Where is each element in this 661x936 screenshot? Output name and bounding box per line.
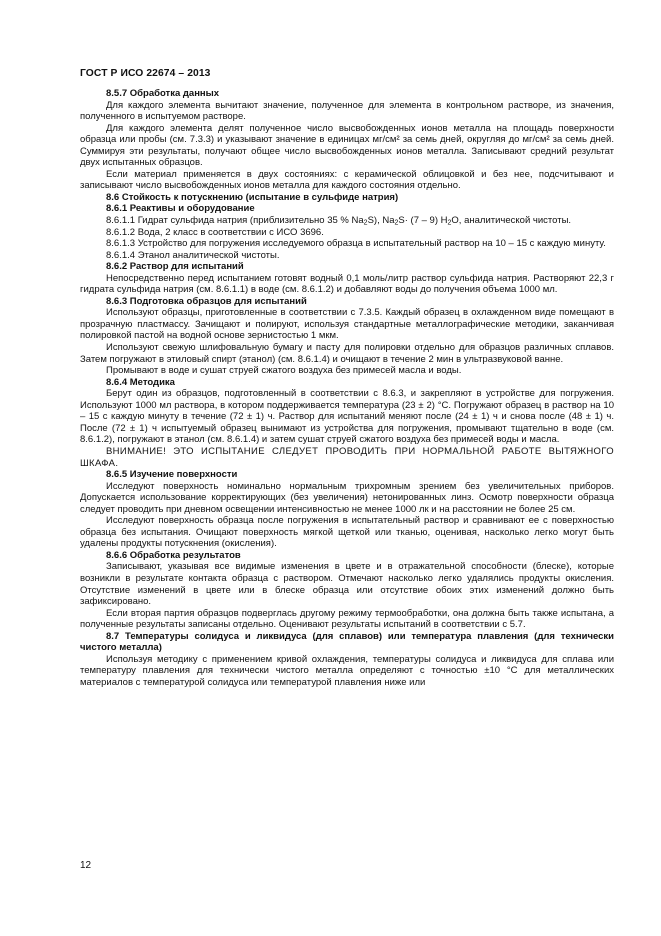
body-paragraph: Непосредственно перед испытанием готовят водный 0,1 моль/литр раствор сульфида натрия. Растворяют 22,3 г гидрата сульфида натрия (см. 8.6.1.1) в воде (см. 8.6.1.2) и добавляют воды до получения объема 1000 мл. bbox=[80, 272, 614, 296]
section-heading: 8.6.2 Раствор для испытаний bbox=[106, 261, 244, 273]
warning-paragraph: ВНИМАНИЕ! ЭТО ИСПЫТАНИЕ СЛЕДУЕТ ПРОВОДИТЬ ПРИ НОРМАЛЬНОЙ РАБОТЕ ВЫТЯЖНОГО ШКАФА. bbox=[80, 445, 614, 469]
body-paragraph: 8.6.1.4 Этанол аналитической чистоты. bbox=[106, 249, 280, 261]
text-fragment: S· (7 – 9) H bbox=[398, 215, 448, 227]
body-paragraph: Для каждого элемента вычитают значение, полученное для элемента в контрольном растворе, из значения, полученного в испытуемом растворе. bbox=[80, 99, 614, 123]
subscript: 2 bbox=[447, 219, 452, 227]
section-heading: 8.7 Температуры солидуса и ликвидуса (для сплавов) или температура плавления (для технически чистого металла) bbox=[80, 630, 614, 654]
body-paragraph bbox=[80, 215, 614, 227]
text-fragment: 8.6.1.1 Гидрат сульфида натрия (приблизительно 35 % Na bbox=[106, 215, 364, 227]
section-heading: 8.6.5 Изучение поверхности bbox=[106, 469, 238, 481]
text-fragment: O, аналитической чистоты. bbox=[451, 215, 572, 227]
body-paragraph: Берут один из образцов, подготовленный в соответствии с 8.6.3, и закрепляют в устройстве для погружения. Используют 1000 мл раствора, в котором поддерживается температура (23 ± 2) °С. Погружают образец в раствор на 10 – 15 с каждую минуту в течение (72 ± 1) ч. Раствор для испытаний меняют после (24 ± 1) ч и снова после (48 ± 1) ч. После (72 ± 1) ч испытуемый образец вынимают из устройства для погружения, промывают тщательно в воде (см. 8.6.1.2), погружают в этанол (см. 8.6.1.4) и затем сушат струей сжатого воздуха без примесей воды и масла. bbox=[80, 388, 614, 446]
section-heading: 8.6.3 Подготовка образцов для испытаний bbox=[106, 295, 307, 307]
body-paragraph: Промывают в воде и сушат струей сжатого воздуха без примесей масла и воды. bbox=[106, 365, 462, 377]
body-paragraph: 8.6.1.3 Устройство для погружения исследуемого образца в испытательный раствор на 10 – 15 с каждую минуту. bbox=[106, 238, 606, 250]
section-heading: 8.6.6 Обработка результатов bbox=[106, 549, 241, 561]
body-paragraph: Исследуют поверхность номинально нормальным трихромным зрением без увеличительных приборов. Допускается использование корректирующих (без увеличения) нетонированных линз. Осмотр поверхности образца следует проводить при дневном освещении интенсивностью не менее 1000 лк и на расстоянии не более 25 см. bbox=[80, 480, 614, 515]
section-heading: 8.6.4 Методика bbox=[106, 376, 175, 388]
document-header: ГОСТ Р ИСО 22674 – 2013 bbox=[80, 68, 211, 79]
body-paragraph: 8.6.1.2 Вода, 2 класс в соответствии с ИСО 3696. bbox=[106, 226, 324, 238]
body-paragraph: Записывают, указывая все видимые изменения в цвете и в отражательной способности (блеске), которые возникли в результате контакта образца с раствором. Отмечают насколько легко удалялись продукты окисления. Отсутствие изменений в цвете или в блеске образца или отсутствие обоих этих изменений должно быть зафиксировано. bbox=[80, 561, 614, 608]
body-paragraph: Используют свежую шлифовальную бумагу и пасту для полировки отдельно для образцов различных сплавов. Затем погружают в этиловый спирт (этанол) (см. 8.6.1.4) и очищают в течение 2 мин в ультразвуковой ванне. bbox=[80, 342, 614, 365]
body-paragraph: Исследуют поверхность образца после погружения в испытательный раствор и сравнивают ее с поверхностью образца без испытания. Очищают поверхность мягкой щеткой или тканью, оценивая, насколько легко могут быть удалены продукты потускнения (окисления). bbox=[80, 515, 614, 550]
section-heading: 8.6 Стойкость к потускнению (испытание в сульфиде натрия) bbox=[106, 191, 399, 203]
body-paragraph: Если материал применяется в двух состояниях: с керамической облицовкой и без нее, подсчитывают и записывают число высвобожденных ионов металла для каждого состояния отдельно. bbox=[80, 168, 614, 192]
body-paragraph: Если вторая партия образцов подверглась другому режиму термообработки, она должна быть также испытана, а полученные результаты записаны отдельно. Оценивают результаты испытаний в соответствии с 5.7. bbox=[80, 607, 614, 631]
document-body bbox=[80, 88, 614, 688]
section-heading: 8.5.7 Обработка данных bbox=[106, 88, 220, 99]
page-number: 12 bbox=[80, 860, 92, 871]
subscript: 2 bbox=[363, 219, 368, 227]
body-paragraph: Для каждого элемента делят полученное число высвобожденных ионов металла на площадь поверхности образца или пробы (см. 7.3.3) и указывают значение в единицах мг/см² за семь дней, округляя до мг/см² за семь дней. Суммируя эти результаты, получают общее число высвобожденных ионов металла. Записывают средний результат двух испытанных образцов. bbox=[80, 122, 614, 169]
body-paragraph: Используют образцы, приготовленные в соответствии с 7.3.5. Каждый образец в охлажденном виде помещают в прозрачную пластмассу. Зачищают и полируют, используя стандартные металлографические методики, заканчивая полировкой пастой на водной основе зернистостью 1 мкм. bbox=[80, 307, 614, 342]
body-paragraph: Используя методику с применением кривой охлаждения, температуры солидуса и ликвидуса для сплава или температуру плавления для технически чистого металла определяют с точностью ±10 °С для металлических материалов с температурой солидуса или температурой плавления ниже или bbox=[80, 653, 614, 688]
subscript: 2 bbox=[394, 219, 399, 227]
text-fragment: S), Na bbox=[367, 215, 395, 227]
section-heading: 8.6.1 Реактивы и оборудование bbox=[106, 203, 255, 215]
